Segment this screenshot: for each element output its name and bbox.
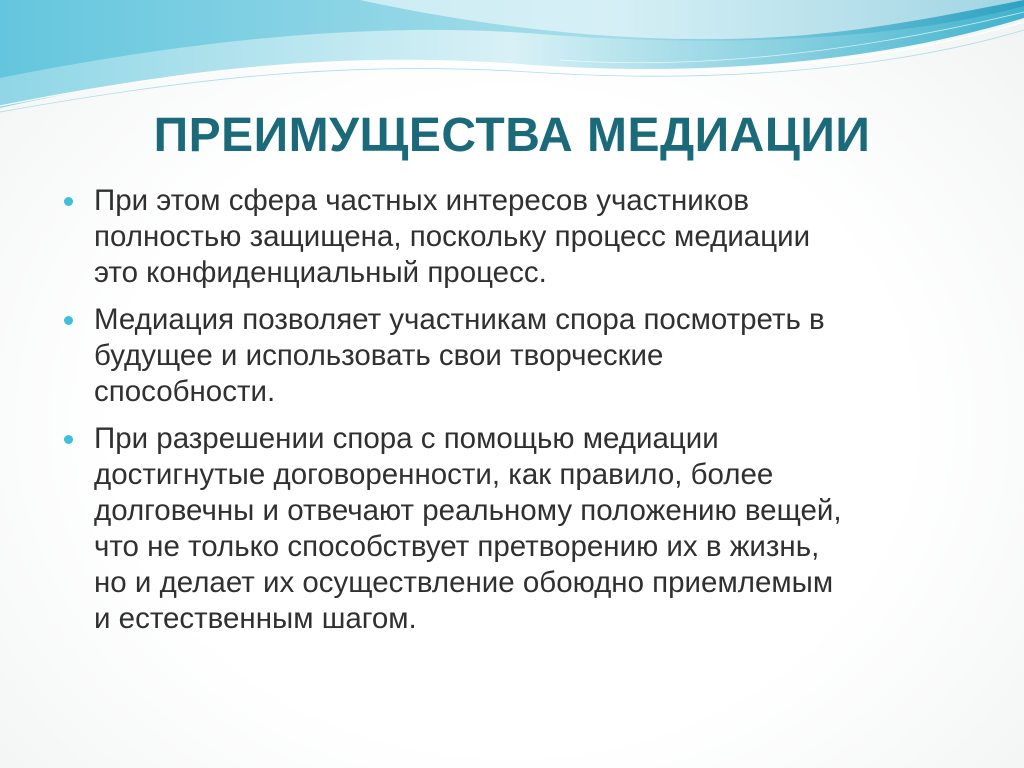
bullet-line: полностью защищена, поскольку процесс медиации	[94, 220, 811, 253]
bullet-list	[62, 183, 962, 648]
bullet-line: будущее и использовать свои творческие	[94, 339, 664, 372]
bullet-line: это конфиденциальный процесс.	[94, 256, 547, 289]
bullet-line: способности.	[94, 375, 276, 408]
list-item	[62, 302, 962, 410]
bullet-line: что не только способствует претворению их в жизнь,	[94, 530, 820, 563]
bullet-line: и естественным шагом.	[94, 602, 417, 635]
bullet-dot-icon	[64, 197, 73, 206]
page-title: ПРЕИМУЩЕСТВА МЕДИАЦИИ	[153, 109, 871, 162]
bullet-line: При разрешении спора с помощью медиации	[94, 422, 719, 455]
header-wave-decoration	[0, 0, 1024, 120]
bullet-dot-icon	[64, 316, 73, 325]
bullet-line: При этом сфера частных интересов участников	[94, 184, 750, 217]
bullet-line: долговечны и отвечают реальному положению вещей,	[94, 494, 842, 527]
bullet-line: достигнутые договоренности, как правило, более	[94, 458, 774, 491]
list-item	[62, 183, 962, 291]
list-item	[62, 421, 962, 637]
bullet-line: но и делает их осуществление обоюдно приемлемым	[94, 566, 834, 599]
bullet-line: Медиация позволяет участникам спора посмотреть в	[94, 303, 825, 336]
bullet-dot-icon	[64, 435, 73, 444]
